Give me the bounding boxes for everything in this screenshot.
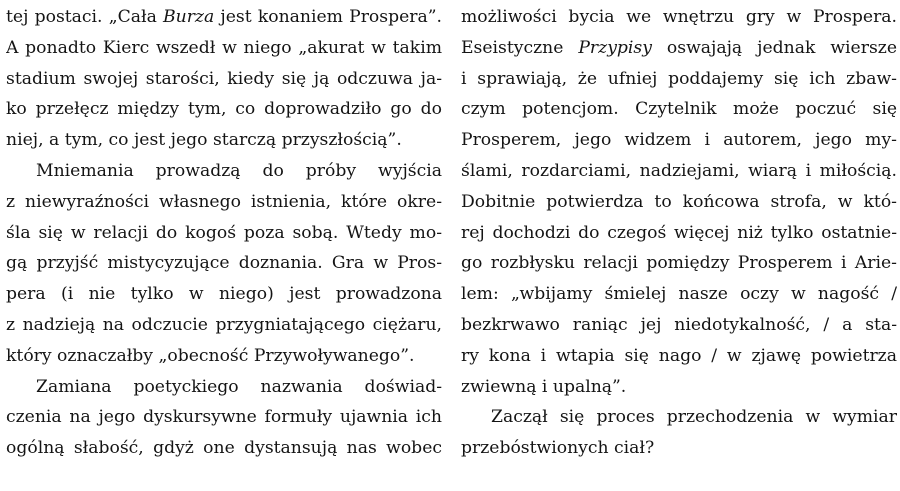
text-line — [6, 341, 442, 372]
text-run: Mniemania prowadzą do próby wyjścia — [36, 160, 442, 181]
text-line — [461, 310, 897, 341]
text-line — [6, 279, 442, 310]
text-run: czenia na jego dyskursywne formuły ujawnia ich — [6, 407, 442, 428]
text-line — [6, 218, 442, 249]
text-run: Dobitnie potwierdza to końcowa strofa, w któ- — [461, 191, 897, 212]
text-run: który oznaczałby „obecność Przywoływanego”. — [6, 345, 415, 366]
text-run: stadium swojej starości, kiedy się ją odczuwa ja- — [6, 68, 442, 89]
text-run: tej postaci. „Cała — [6, 7, 164, 27]
text-run: lem: „wbijamy śmielej nasze oczy w nagość / — [461, 284, 897, 305]
text-run: Eseistyczne — [461, 37, 579, 58]
text-line — [6, 64, 442, 95]
text-run: Prosperem, jego widzem i autorem, jego my- — [461, 130, 897, 151]
text-line — [6, 33, 442, 64]
text-line — [461, 64, 897, 95]
text-line — [461, 372, 897, 403]
text-line — [6, 402, 442, 433]
text-line — [461, 279, 897, 310]
text-line — [461, 2, 897, 33]
text-run: zwiewną i upalną”. — [461, 376, 627, 397]
text-run: go rozbłysku relacji pomiędzy Prosperem i Arie- — [461, 253, 897, 274]
text-run: z nadzieją na odczucie przygniatającego ciężaru, — [6, 314, 442, 335]
text-run: ry kona i wtapia się nago / w zjawę powietrza — [461, 345, 897, 366]
text-line — [6, 2, 442, 33]
text-line — [461, 156, 897, 187]
text-run: rej dochodzi do czegoś więcej niż tylko ostatnie- — [461, 222, 897, 243]
text-line — [6, 125, 442, 156]
text-run: z niewyraźności własnego istnienia, które okre- — [6, 191, 442, 212]
text-run: pera (i nie tylko w niego) jest prowadzona — [6, 284, 442, 305]
italic-title: Burza — [163, 7, 215, 27]
italic-title: Przypisy — [578, 37, 652, 58]
text-run: bezkrwawo raniąc jej niedotykalność, / a sta- — [461, 314, 897, 335]
text-line — [461, 341, 897, 372]
text-run: gą przyjść mistycyzujące doznania. Gra w Pros- — [6, 253, 442, 274]
text-line — [461, 33, 897, 64]
text-line — [6, 156, 442, 187]
text-run: ślami, rozdarciami, nadziejami, wiarą i miłością. — [461, 160, 897, 181]
text-line — [461, 402, 897, 433]
left-text-column — [6, 2, 442, 464]
text-run: ogólną słabość, gdyż one dystansują nas wobec — [6, 438, 442, 459]
text-run: oswajają jednak wiersze — [651, 37, 897, 58]
text-run: śla się w relacji do kogoś poza sobą. Wtedy mo- — [6, 222, 442, 243]
right-text-column — [461, 2, 897, 464]
text-line — [461, 433, 897, 464]
text-line — [461, 187, 897, 218]
text-run: i sprawiają, że ufniej poddajemy się ich zbaw- — [461, 68, 897, 89]
text-line — [461, 248, 897, 279]
text-line — [6, 372, 442, 403]
text-line — [6, 433, 442, 464]
text-run: A ponadto Kierc wszedł w niego „akurat w takim — [6, 37, 442, 58]
text-run: czym potencjom. Czytelnik może poczuć się — [461, 99, 897, 120]
text-run: możliwości bycia we wnętrzu gry w Prospera. — [461, 7, 897, 27]
text-run: Zamiana poetyckiego nazwania doświad- — [36, 376, 442, 397]
text-line — [6, 248, 442, 279]
text-run: ko przełęcz między tym, co doprowadziło go do — [6, 99, 442, 120]
text-line — [6, 94, 442, 125]
text-run: jest konaniem Prospera”. — [214, 7, 442, 27]
text-line — [461, 94, 897, 125]
text-run: niej, a tym, co jest jego starczą przyszłością”. — [6, 130, 402, 151]
text-line — [461, 125, 897, 156]
text-line — [461, 218, 897, 249]
text-run: przebóstwionych ciał? — [461, 438, 655, 459]
text-run: Zaczął się proces przechodzenia w wymiar — [491, 407, 897, 428]
text-line — [6, 310, 442, 341]
text-line — [6, 187, 442, 218]
